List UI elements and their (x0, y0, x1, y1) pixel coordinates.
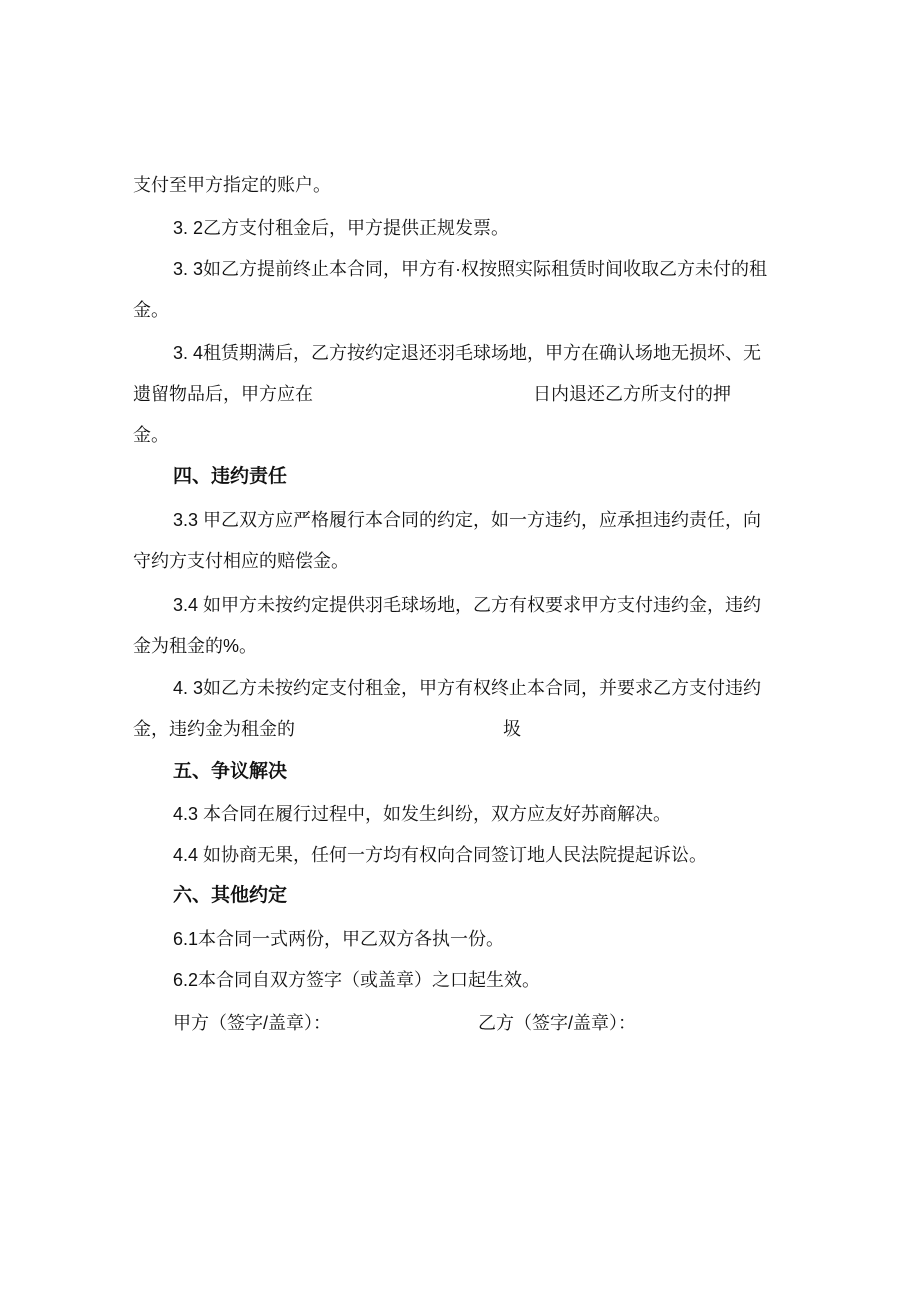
section-heading-dispute: 五、争议解决 (173, 761, 288, 782)
paragraph-line: 遗留物品后，甲方应在 (133, 384, 313, 404)
paragraph-line: 金。 (133, 300, 169, 320)
clause-4-3: 4. 3如乙方未按约定支付租金，甲方有权终止本合同，并要求乙方支付违约 (173, 678, 762, 698)
paragraph-line: 圾 (503, 719, 521, 739)
clause-6-2: 6.2本合同自双方签字（或盖章）之口起生效。 (173, 970, 541, 990)
clause-3-4-breach: 3.4 如甲方未按约定提供羽毛球场地，乙方有权要求甲方支付违约金，违约 (173, 595, 762, 615)
paragraph-line: 金为租金的%。 (133, 636, 258, 656)
clause-6-1: 6.1本合同一式两份，甲乙双方各执一份。 (173, 929, 505, 949)
paragraph-line: 守约方支付相应的赔偿金。 (133, 551, 349, 571)
paragraph-line: 支付至甲方指定的账户。 (133, 175, 331, 195)
section-heading-other: 六、其他约定 (173, 885, 288, 906)
clause-4-3-dispute: 4.3 本合同在履行过程中，如发生纠纷，双方应友好苏商解决。 (173, 804, 672, 824)
clause-3-3: 3. 3如乙方提前终止本合同，甲方有·权按照实际租赁时间收取乙方未付的租 (173, 259, 768, 279)
clause-3-4: 3. 4租赁期满后，乙方按约定退还羽毛球场地，甲方在确认场地无损坏、无 (173, 343, 762, 363)
clause-3-3-breach: 3.3 甲乙双方应严格履行本合同的约定，如一方违约，应承担违约责任，向 (173, 510, 762, 530)
signature-party-b: 乙方（签字/盖章）： (478, 1013, 637, 1033)
clause-4-4-dispute: 4.4 如协商无果，任何一方均有权向合同签订地人民法院提起诉讼。 (173, 845, 708, 865)
paragraph-line: 金。 (133, 425, 169, 445)
clause-3-2: 3. 2乙方支付租金后，甲方提供正规发票。 (173, 218, 510, 238)
signature-party-a: 甲方（签字/盖章）： (173, 1013, 332, 1033)
section-heading-breach: 四、违约责任 (173, 466, 288, 487)
paragraph-line: 日内退还乙方所支付的押 (533, 384, 731, 404)
paragraph-line: 金，违约金为租金的 (133, 719, 295, 739)
